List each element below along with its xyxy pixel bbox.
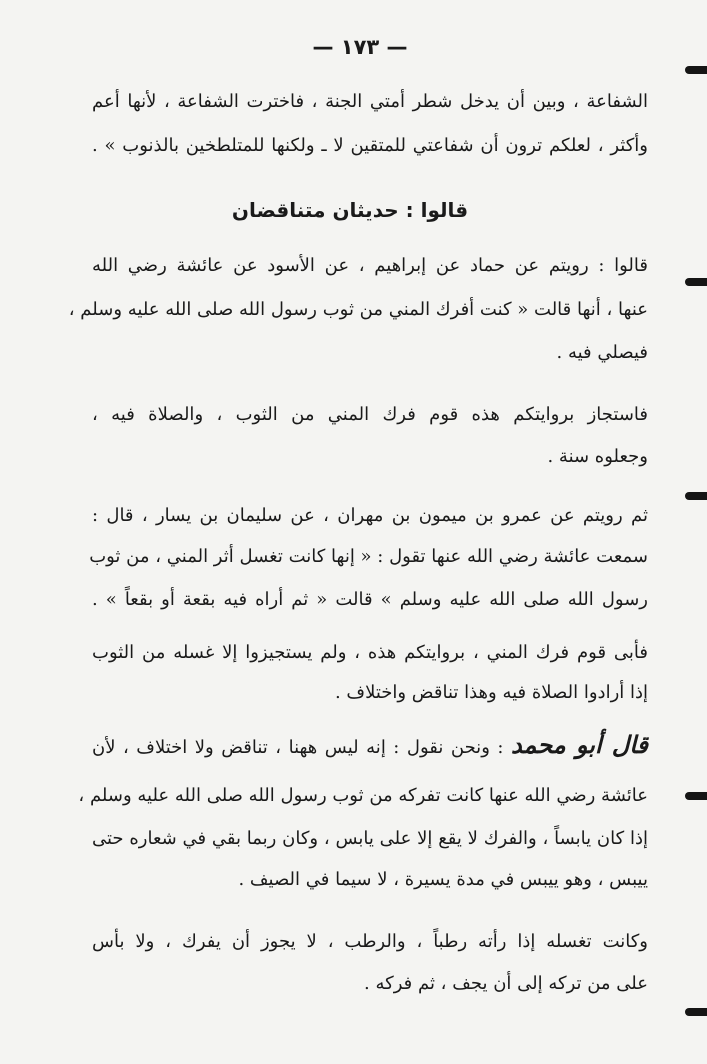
page-edge-mark: [685, 66, 707, 74]
text-line: إذا كان يابساً ، والفرك لا يقع إلا على يابس ، وكان ربما بقي في شعاره حتى: [92, 828, 648, 849]
text-line: فاستجاز بروايتكم هذه قوم فرك المني من الثوب ، والصلاة فيه ،: [92, 404, 648, 425]
text-line: قالوا : رويتم عن حماد عن إبراهيم ، عن الأسود عن عائشة رضي الله: [92, 255, 648, 276]
text-line: وجعلوه سنة .: [547, 446, 648, 467]
text-line: إذا أرادوا الصلاة فيه وهذا تناقض واختلاف .: [334, 682, 648, 703]
text-line: رسول الله صلى الله عليه وسلم » قالت « ثم أراه فيه بقعة أو بقعاً » .: [92, 589, 648, 610]
page-edge-mark: [685, 278, 707, 286]
text-line: عائشة رضي الله عنها كانت تفركه من ثوب رسول الله صلى الله عليه وسلم ،: [78, 785, 648, 806]
page-edge-mark: [685, 1008, 707, 1016]
section-heading: قالوا : حديثان متناقضان: [231, 198, 469, 222]
text-line: [92, 725, 648, 765]
text-line: وأكثر ، لعلكم ترون أن شفاعتي للمتقين لا ـ ولكنها للمتلطخين بالذنوب » .: [92, 135, 648, 156]
page-edge-mark: [685, 792, 707, 800]
text-line: ثم رويتم عن عمرو بن ميمون بن مهران ، عن سليمان بن يسار ، قال :: [92, 505, 648, 526]
text-line: فأبى قوم فرك المني ، بروايتكم هذه ، ولم يستجيزوا إلا غسله من الثوب: [92, 642, 648, 663]
text-line: وكانت تغسله إذا رأته رطباً ، والرطب ، لا يجوز أن يفرك ، ولا بأس: [92, 931, 648, 952]
text-line: على من تركه إلى أن يجف ، ثم فركه .: [364, 973, 648, 994]
text-line-continuation: : ونحن نقول : إنه ليس ههنا ، تناقض ولا اختلاف ، لأن: [92, 737, 511, 758]
speaker-label: قال أبو محمد: [510, 730, 649, 759]
text-line: سمعت عائشة رضي الله عنها تقول : « إنها كانت تغسل أثر المني ، من ثوب: [89, 546, 648, 567]
text-line: فيصلي فيه .: [556, 342, 648, 363]
text-line: عنها ، أنها قالت « كنت أفرك المني من ثوب رسول الله صلى الله عليه وسلم ،: [68, 299, 648, 320]
page-edge-mark: [685, 492, 707, 500]
page-number: — ١٧٣ —: [312, 35, 408, 59]
text-line: الشفاعة ، وبين أن يدخل شطر أمتي الجنة ، فاخترت الشفاعة ، لأنها أعم: [92, 91, 648, 112]
text-line: ييبس ، وهو ييبس في مدة يسيرة ، لا سيما في الصيف .: [238, 869, 648, 890]
